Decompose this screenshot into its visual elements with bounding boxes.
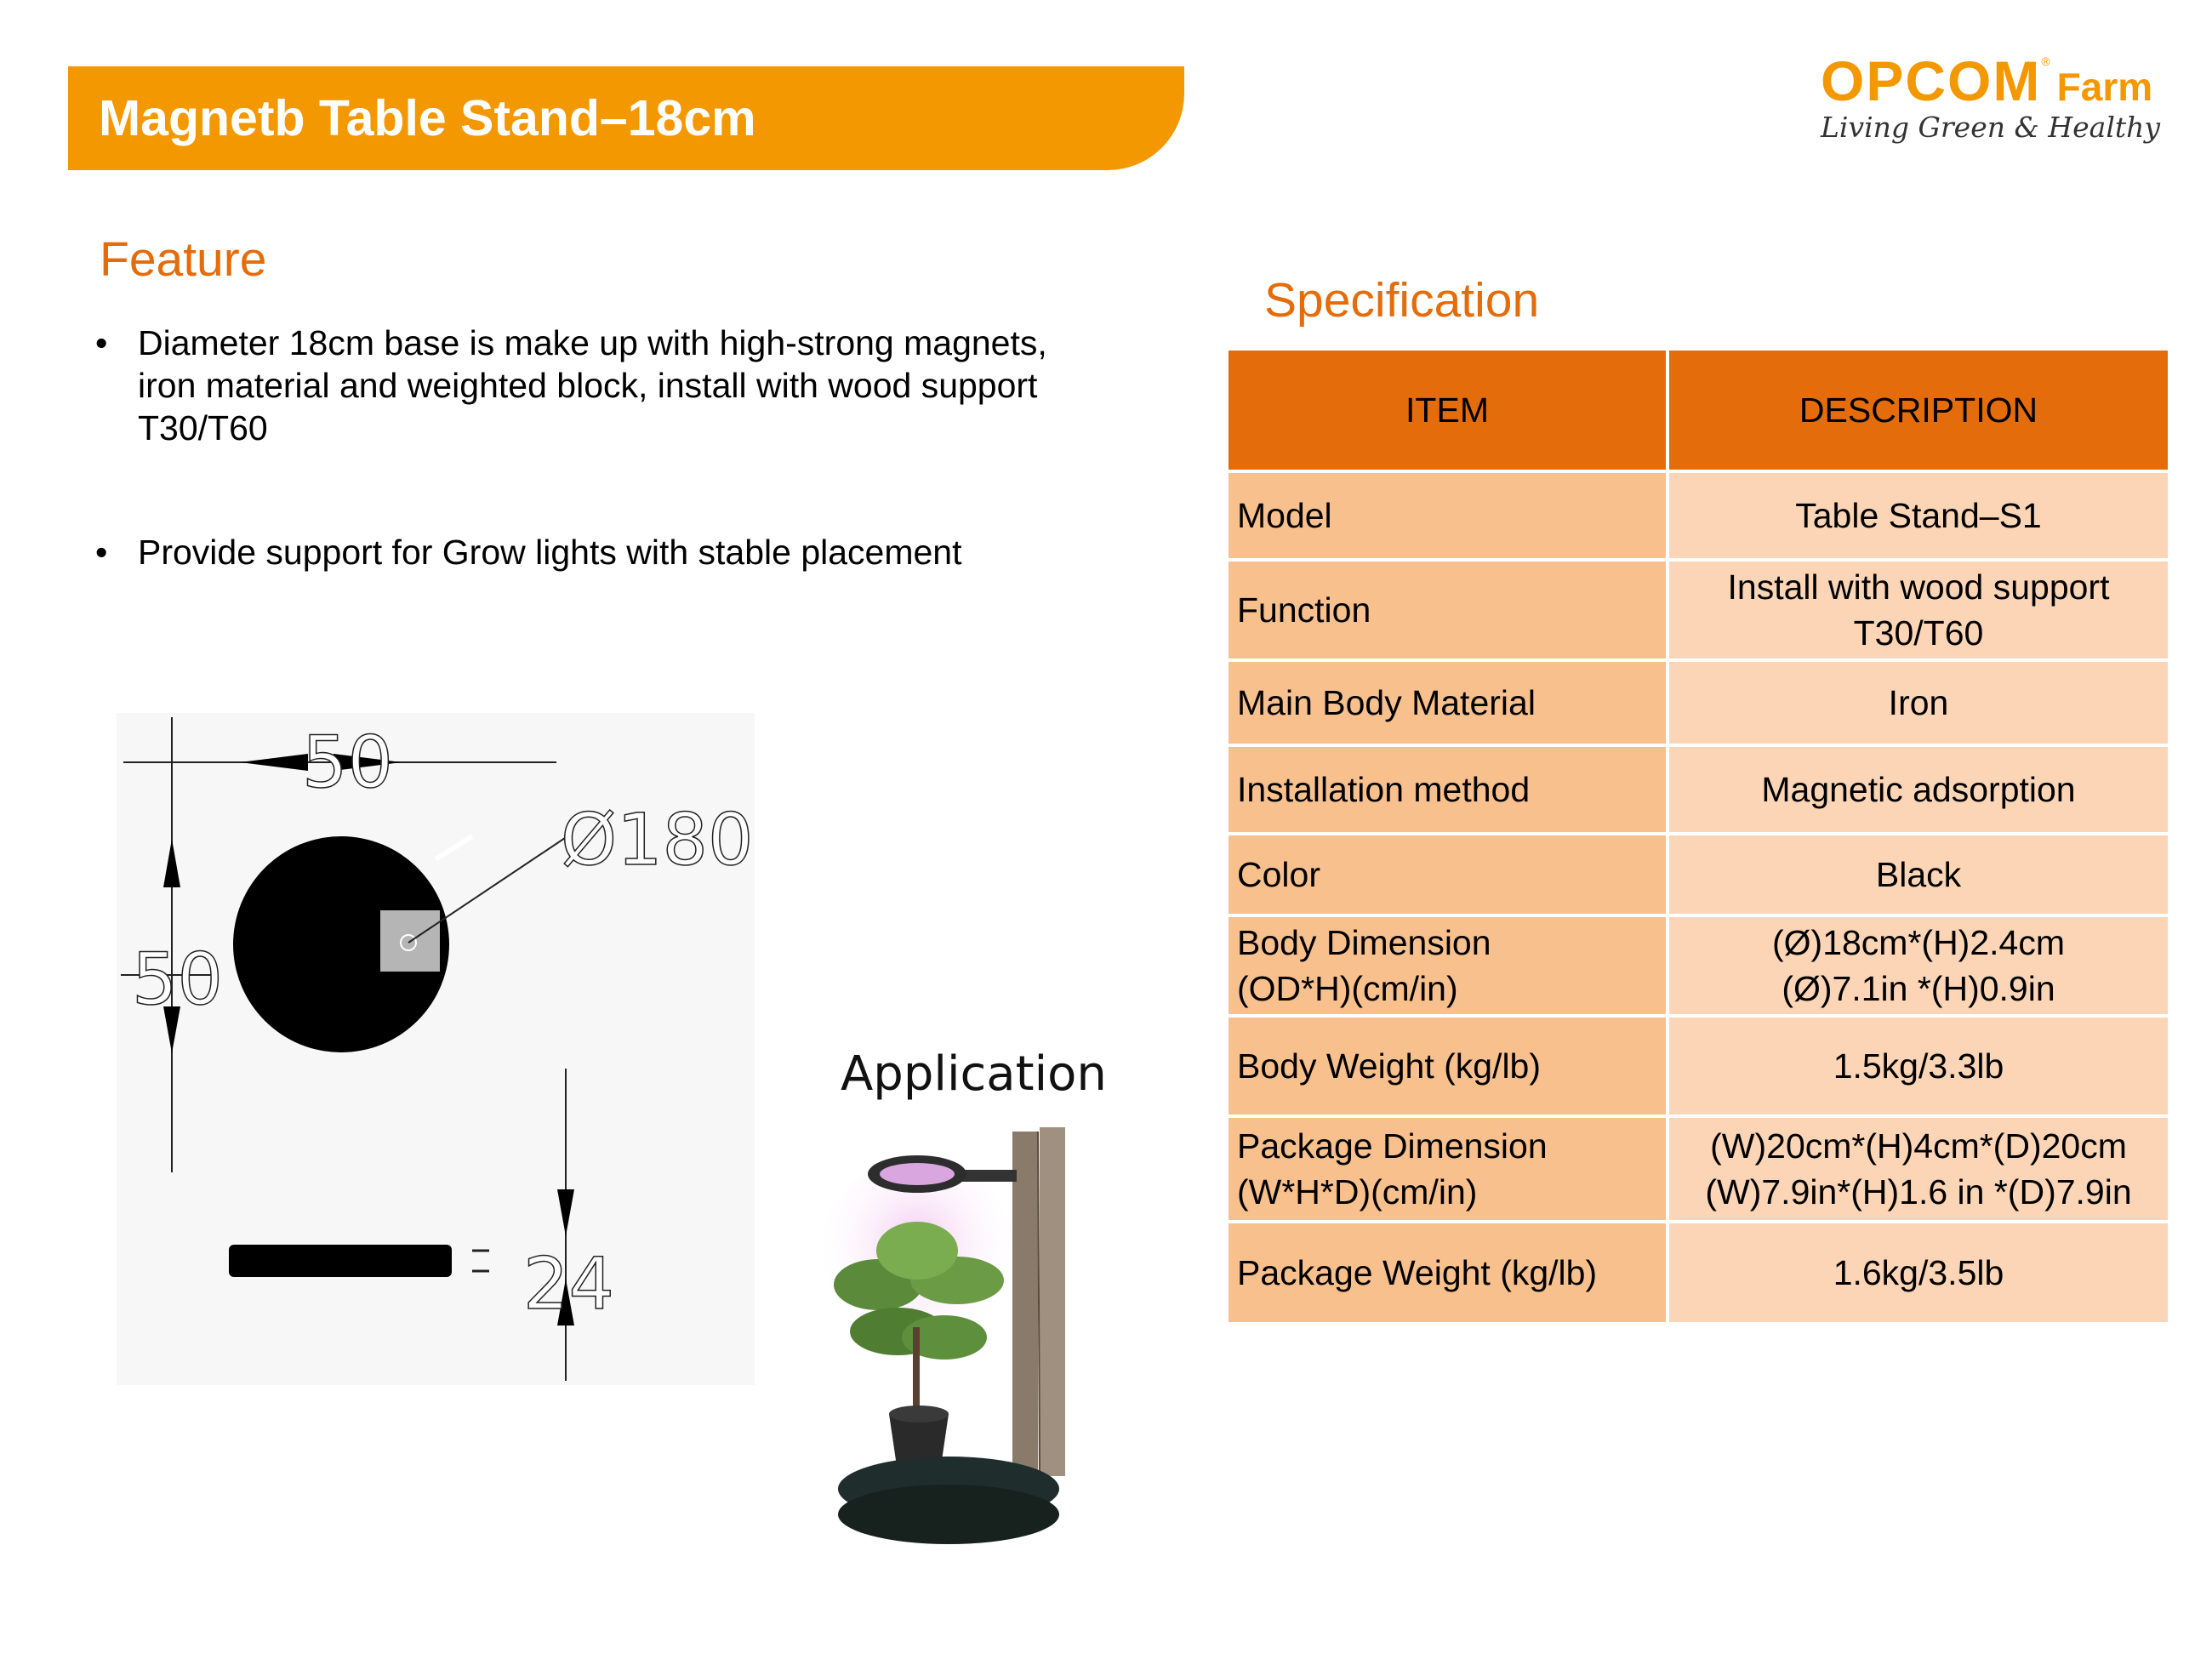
table-header-row bbox=[1227, 349, 2169, 471]
post-seam bbox=[1038, 1132, 1040, 1472]
application-product-image bbox=[817, 1115, 1089, 1557]
spec-item-text: Model bbox=[1237, 496, 1332, 535]
technical-drawing bbox=[117, 713, 755, 1385]
title-banner bbox=[68, 66, 1184, 170]
bullet-point: • bbox=[95, 323, 108, 362]
description-column-header: DESCRIPTION bbox=[1668, 349, 2169, 471]
bullet-point: • bbox=[95, 533, 108, 572]
table-row bbox=[1227, 1222, 2169, 1324]
spec-item-text: Package Weight (kg/lb) bbox=[1237, 1253, 1598, 1292]
table-row bbox=[1227, 660, 2169, 745]
feature-item bbox=[95, 322, 1074, 449]
spec-description-text: (W)7.9in*(H)1.6 in *(D)7.9in bbox=[1705, 1172, 2132, 1211]
magnetic-base-side bbox=[838, 1485, 1059, 1544]
spec-description-text: Install with wood support bbox=[1727, 567, 2110, 607]
spec-item-text: Color bbox=[1237, 855, 1320, 894]
spec-description-cell bbox=[1668, 745, 2169, 834]
item-column-header: ITEM bbox=[1227, 349, 1668, 471]
spec-description-text: Table Stand–S1 bbox=[1795, 496, 2042, 535]
spec-description-cell bbox=[1668, 834, 2169, 915]
spec-description-text: 1.6kg/3.5lb bbox=[1833, 1253, 2004, 1292]
dim-top-label: 50 bbox=[302, 721, 393, 804]
spec-item-cell bbox=[1227, 1116, 1668, 1222]
spec-item-cell bbox=[1227, 660, 1668, 745]
spec-item-cell bbox=[1227, 1016, 1668, 1116]
logo-slogan: Living Green & Healthy bbox=[1821, 111, 2161, 144]
spec-description-cell bbox=[1668, 1016, 2169, 1116]
spec-description-text: T30/T60 bbox=[1853, 613, 1984, 653]
pot-rim bbox=[889, 1405, 949, 1422]
feature-list bbox=[95, 322, 1074, 655]
spec-item-cell bbox=[1227, 471, 1668, 560]
feature-heading: Feature bbox=[100, 232, 267, 287]
wood-support-post bbox=[1040, 1127, 1065, 1476]
spec-description-cell bbox=[1668, 1222, 2169, 1324]
specification-table-body bbox=[1227, 471, 2169, 1324]
specification-table bbox=[1225, 347, 2171, 1325]
table-row bbox=[1227, 560, 2169, 660]
spec-item-cell bbox=[1227, 745, 1668, 834]
dim-left-label: 50 bbox=[132, 938, 223, 1021]
logo-brand: OPCOM bbox=[1821, 49, 2042, 112]
lamp-led bbox=[880, 1163, 955, 1185]
spec-description-cell bbox=[1668, 915, 2169, 1016]
spec-item-text: (OD*H)(cm/in) bbox=[1237, 969, 1458, 1008]
dim-diameter-label: Ø180 bbox=[561, 798, 754, 881]
application-label: Application bbox=[841, 1046, 1107, 1102]
spec-description-text: Black bbox=[1875, 855, 1962, 894]
spec-description-text: (Ø)7.1in *(H)0.9in bbox=[1782, 969, 2055, 1008]
specification-heading: Specification bbox=[1264, 273, 1540, 328]
spec-item-text: Body Weight (kg/lb) bbox=[1237, 1046, 1542, 1086]
base-disc-side-view bbox=[229, 1245, 452, 1277]
spec-item-text: Installation method bbox=[1237, 770, 1531, 809]
table-row bbox=[1227, 1016, 2169, 1116]
table-row bbox=[1227, 834, 2169, 915]
spec-description-text: 1.5kg/3.3lb bbox=[1833, 1046, 2004, 1086]
spec-item-cell bbox=[1227, 915, 1668, 1016]
table-row bbox=[1227, 915, 2169, 1016]
spec-description-text: Magnetic adsorption bbox=[1761, 770, 2076, 809]
spec-item-text: Package Dimension bbox=[1237, 1126, 1548, 1166]
spec-item-text: Main Body Material bbox=[1237, 683, 1536, 722]
logo-suffix: Farm bbox=[2056, 65, 2153, 109]
spec-description-cell bbox=[1668, 560, 2169, 660]
table-row bbox=[1227, 745, 2169, 834]
opcom-farm-logo bbox=[1821, 51, 2169, 145]
spec-description-cell bbox=[1668, 471, 2169, 560]
page-title: Magnetb Table Stand–18cm bbox=[99, 90, 756, 146]
spec-description-text: Iron bbox=[1888, 683, 1949, 722]
dim-height-label: 24 bbox=[523, 1242, 614, 1325]
plant-leaf bbox=[876, 1222, 958, 1280]
spec-item-cell bbox=[1227, 1222, 1668, 1324]
spec-item-text: Function bbox=[1237, 590, 1371, 630]
spec-item-text: (W*H*D)(cm/in) bbox=[1237, 1172, 1478, 1211]
wood-support-post bbox=[1012, 1132, 1038, 1472]
feature-text: Diameter 18cm base is make up with high-strong magnets, iron material and weighted block, install with wood support T30/T60 bbox=[138, 323, 1047, 448]
feature-item bbox=[95, 531, 1074, 573]
spec-item-cell bbox=[1227, 834, 1668, 915]
spec-description-text: (W)20cm*(H)4cm*(D)20cm bbox=[1710, 1126, 2127, 1166]
spec-description-text: (Ø)18cm*(H)2.4cm bbox=[1772, 923, 2065, 962]
table-row bbox=[1227, 471, 2169, 560]
spec-item-cell bbox=[1227, 560, 1668, 660]
spec-item-text: Body Dimension bbox=[1237, 923, 1491, 962]
spec-description-cell bbox=[1668, 660, 2169, 745]
feature-text: Provide support for Grow lights with stable placement bbox=[138, 533, 962, 572]
logo-registered-mark: ® bbox=[2041, 54, 2050, 68]
spec-description-cell bbox=[1668, 1116, 2169, 1222]
table-row bbox=[1227, 1116, 2169, 1222]
